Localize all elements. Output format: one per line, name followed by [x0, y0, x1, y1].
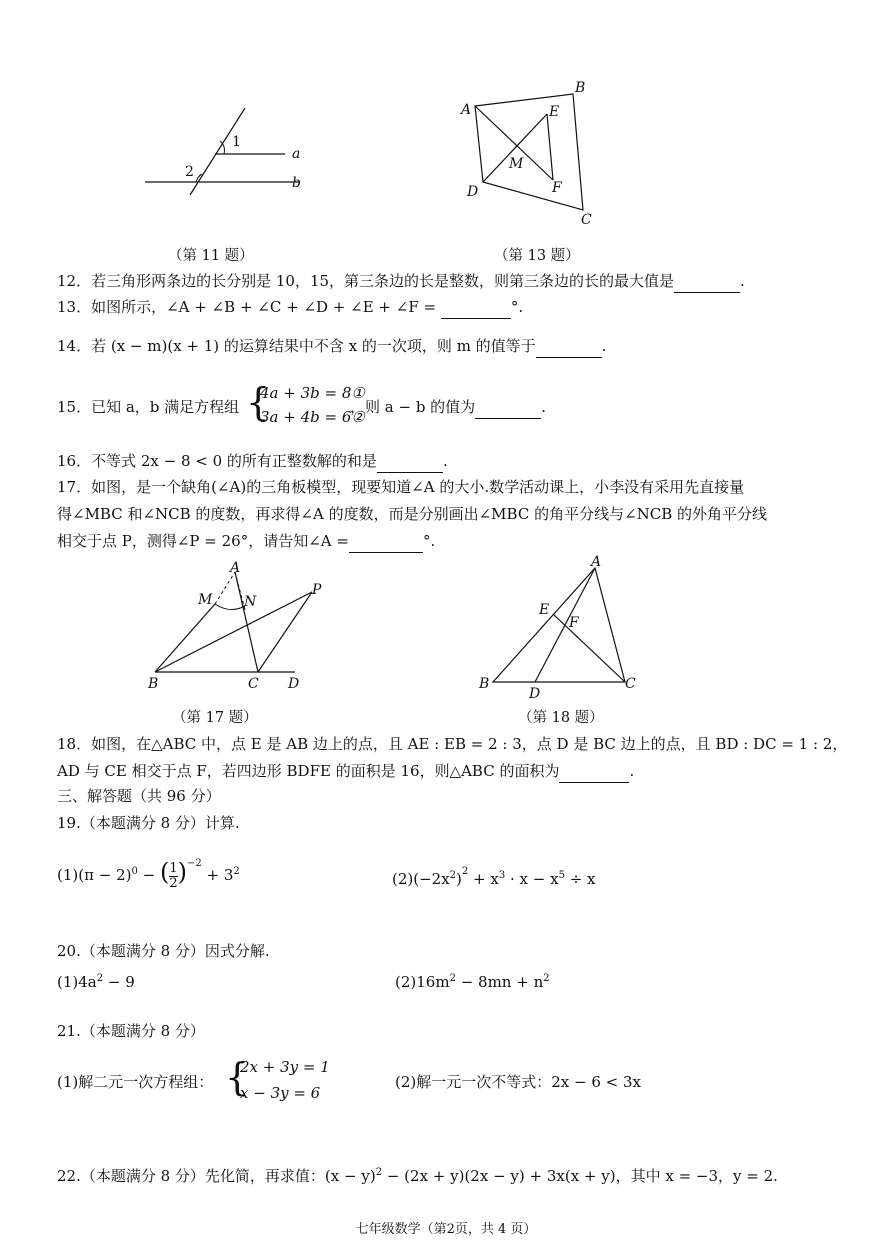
q20-1-sup: 2 [96, 973, 104, 984]
q19-1-sup3: 2 [233, 866, 240, 877]
section-3-heading: 三、解答题（共 96 分） [57, 787, 221, 805]
q19-1-frac-num: 1 [169, 860, 178, 876]
question-15-post [350, 396, 546, 419]
answer-blank-15[interactable] [475, 396, 541, 419]
q19-2-sup-a: 2 [449, 870, 457, 881]
question-15-eq1: 4a + 3b = 8① [260, 384, 365, 402]
line-a-label: a [292, 146, 301, 162]
figure-13 [455, 78, 605, 233]
question-21-part2: (2)解一元一次不等式：2x − 6 < 3x [395, 1073, 642, 1091]
q19-1-sup2: −2 [186, 858, 202, 869]
figure-11-diagram [140, 100, 340, 200]
question-21-eq2: x − 3y = 6 [240, 1084, 321, 1102]
q20-2-pre: (2)16m [395, 973, 450, 991]
question-18-line2 [57, 760, 634, 783]
q20-1-post: − 9 [103, 973, 135, 991]
question-19-part1: $(1)(\pi - 2)^0$ − ( $\frac{1}{2}$ )$^{-2} + 3^2$ [57, 858, 240, 891]
fig17-point-P: P [312, 582, 322, 598]
question-18-line1: 18．如图，在△ABC 中，点 E 是 AB 边上的点，且 AE : EB = 2 : 3，点 D 是 BC 边上的点，且 BD : DC = 1 : 2， [57, 735, 848, 753]
point-E: E [549, 104, 560, 120]
q19-1-frac-den: 2 [169, 875, 178, 891]
page-footer: 七年级数学（第2页，共 4 页） [355, 1222, 537, 1237]
q22-sup: 2 [375, 1167, 383, 1178]
q20-2-mid: − 8mn + n [455, 973, 544, 991]
answer-blank-16[interactable] [377, 450, 443, 473]
q20-2-sup2: 2 [543, 973, 550, 984]
figure-18-caption: （第 18 题） [518, 710, 604, 726]
question-12 [57, 270, 745, 293]
question-12-end: . [740, 272, 745, 290]
answer-blank-17[interactable] [349, 530, 423, 553]
q19-1-post: + 3 [201, 866, 234, 884]
question-20-part1 [57, 968, 135, 993]
q19-1-sup0: 0 [131, 866, 138, 877]
question-15-pre: 15．已知 a，b 满足方程组 [57, 398, 240, 416]
q19-2-close: ) [456, 870, 462, 888]
question-15-end: . [541, 398, 546, 416]
figure-13-diagram [455, 78, 605, 233]
question-20-part2 [395, 968, 550, 993]
q19-2-sup-b: 2 [461, 866, 469, 877]
figure-17 [140, 560, 340, 695]
fig18-point-C: C [625, 676, 636, 692]
fig17-point-M: M [198, 592, 213, 608]
question-15-eq2: 3a + 4b = 6② [260, 408, 365, 426]
question-15-post-text: ，则 a − b 的值为 [350, 398, 476, 416]
q19-2-sup-c: 3 [498, 870, 506, 881]
fig17-point-D: D [288, 676, 300, 692]
figure-18 [475, 552, 650, 702]
point-B: B [575, 80, 586, 96]
q19-2-pre: (2)(−2x [392, 870, 450, 888]
q19-2-mid: + x [468, 870, 499, 888]
question-13-text: 13．如图所示，∠A + ∠B + ∠C + ∠D + ∠E + ∠F = [57, 298, 437, 316]
q20-1-pre: (1)4a [57, 973, 97, 991]
q19-2-mid2: · x − x [505, 870, 559, 888]
question-14-text: 14．若 (x − m)(x + 1) 的运算结果中不含 x 的一次项，则 m 的值等于 [57, 337, 536, 355]
question-17-line2: 得∠MBC 和∠NCB 的度数，再求得∠A 的度数，而是分别画出∠MBC 的角平分线与∠NCB 的外角平分线 [57, 505, 768, 523]
question-21-heading: 21.（本题满分 8 分） [57, 1022, 205, 1040]
fig18-point-D: D [529, 686, 541, 702]
q19-2-sup-d: 5 [558, 870, 565, 881]
question-14-end: . [601, 337, 607, 355]
line-b-label: b [292, 175, 301, 191]
figure-18-diagram [475, 552, 650, 702]
question-18-line2-text: AD 与 CE 相交于点 F，若四边形 BDFE 的面积是 16，则△ABC 的面积为 [57, 762, 560, 780]
point-C: C [581, 212, 592, 228]
question-21-eq1: 2x + 3y = 1 [240, 1058, 330, 1076]
answer-blank-14[interactable] [536, 335, 602, 358]
fig17-point-C: C [248, 676, 259, 692]
question-22 [57, 1162, 778, 1187]
question-21-part1-pre: (1)解二元一次方程组： [57, 1073, 214, 1091]
question-12-text: 12．若三角形两条边的长分别是 10，15，第三条边的长是整数，则第三条边的长的最大值是 [57, 272, 675, 290]
fig18-point-B: B [479, 676, 490, 692]
figure-17-diagram [140, 560, 340, 695]
answer-blank-13[interactable] [441, 296, 511, 319]
question-19-heading: 19.（本题满分 8 分）计算. [57, 814, 240, 832]
answer-blank-12[interactable] [674, 270, 740, 293]
question-17-line3 [57, 530, 435, 553]
question-13 [57, 296, 523, 319]
fig17-point-N: N [244, 594, 257, 610]
question-19-part2 [392, 861, 596, 890]
fig18-point-A: A [591, 554, 602, 570]
angle-2-label: 2 [185, 164, 194, 180]
question-17-line3-text: 相交于点 P，测得∠P = 26°，请告知∠A = [57, 532, 349, 550]
q19-1-pre: (1)(π − 2) [57, 866, 132, 884]
figure-11 [140, 100, 340, 200]
fig17-point-B: B [148, 676, 159, 692]
question-14 [57, 335, 606, 358]
question-16-text: 16．不等式 2x − 8 < 0 的所有正整数解的和是 [57, 452, 377, 470]
question-20-heading: 20.（本题满分 8 分）因式分解. [57, 942, 270, 960]
fig18-point-F: F [569, 615, 579, 631]
question-21-brace: { [225, 1055, 250, 1099]
question-17-end: °. [422, 532, 436, 550]
figure-13-caption: （第 13 题） [494, 248, 580, 264]
figure-17-caption: （第 17 题） [172, 710, 258, 726]
point-F: F [552, 180, 562, 196]
fig17-point-A: A [230, 560, 241, 576]
q22-post: − (2x + y)(2x − y) + 3x(x + y)，其中 x = −3，y = 2. [382, 1167, 778, 1185]
question-13-end: °. [510, 298, 524, 316]
question-16 [57, 450, 448, 473]
answer-blank-18[interactable] [559, 760, 629, 783]
q19-2-post: ÷ x [564, 870, 596, 888]
q22-pre: 22.（本题满分 8 分）先化简，再求值：(x − y) [57, 1167, 376, 1185]
q20-2-sup: 2 [449, 973, 456, 984]
q19-1-mid: − [137, 866, 160, 884]
point-M: M [509, 156, 524, 172]
figure-11-caption: （第 11 题） [168, 248, 254, 264]
question-16-end: . [442, 452, 448, 470]
point-A: A [461, 102, 472, 118]
angle-1-label: 1 [232, 134, 241, 150]
question-15-brace: { [246, 380, 271, 424]
question-18-end: . [629, 762, 635, 780]
point-D: D [467, 184, 479, 200]
question-17-line1: 17．如图，是一个缺角(∠A)的三角板模型，现要知道∠A 的大小.数学活动课上，小李没有采用先直接量 [57, 478, 745, 496]
fig18-point-E: E [539, 602, 550, 618]
